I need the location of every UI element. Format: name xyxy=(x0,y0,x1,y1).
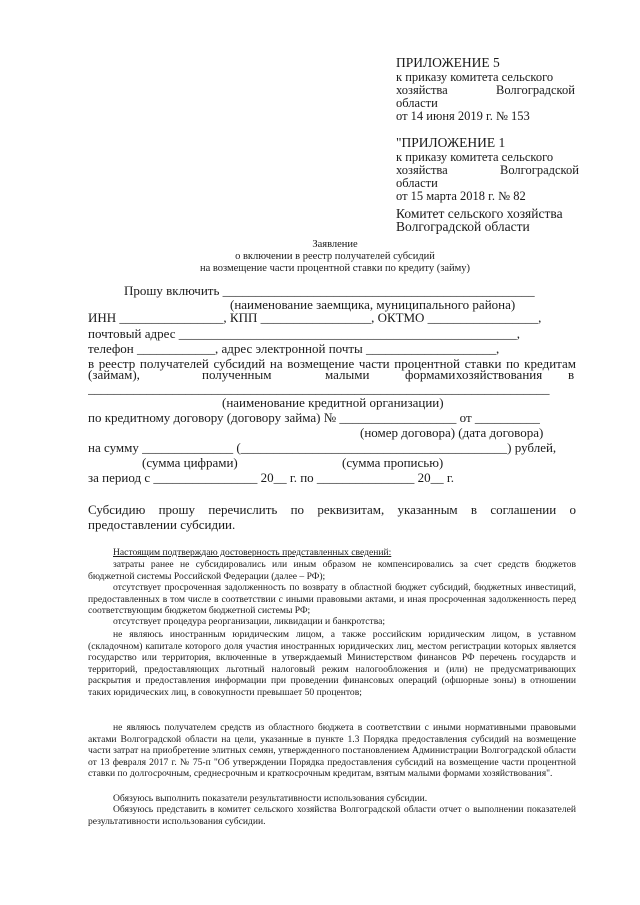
registry-word: (займам), xyxy=(88,367,140,382)
credit-org-blank: _______________________________________________________________________ xyxy=(88,381,550,396)
registry-word: формами xyxy=(405,367,456,382)
sum-line: на сумму ______________ (_________________________________________) рублей, xyxy=(88,440,557,455)
appendix-order-date: от 15 марта 2018 г. № 82 xyxy=(396,189,526,203)
registry-word: полученным xyxy=(202,367,272,382)
include-request-line: Прошу включить ________________________________________________ xyxy=(124,283,535,298)
document-subtitle: на возмещение части процентной ставки по кредиту (займу) xyxy=(199,263,471,274)
postal-address-line: почтовый адрес ____________________________________________________, xyxy=(88,326,520,341)
registry-text-line: в реестр получателей субсидий на возмещение части процентной ставки по кредитам xyxy=(88,356,576,371)
recipient-line: Комитет сельского хозяйства xyxy=(396,206,563,221)
confirmation-item: отсутствует просроченная задолженность по возврату в областной бюджет субсидий, бюджетных инвестиций, предоставленных в том числе в соответствии с иными правовыми актами, и иная просроченная задолженность перед соответствующим бюджетом бюджетной системы РФ; xyxy=(88,582,576,616)
appendix-order-line: хозяйства xyxy=(396,163,448,177)
recipient-line: Волгоградской области xyxy=(396,219,530,234)
credit-org-caption: (наименование кредитной организации) xyxy=(222,395,444,410)
appendix-title-original: "ПРИЛОЖЕНИЕ 1 xyxy=(396,135,506,150)
confirmation-item: не являюсь получателем средств из областного бюджета в соответствии с иными нормативными правовыми актами Волгоградской области на цели, указанные в пункте 1.3 Порядка предоставления субсидий на возмещение части затрат на приобретение элитных семян, утвержденного постановлением Администрации Волгоградской области от 13 февраля 2017 г. № 75-п "Об утверждении Порядка предоставления субсидий на возмещение части процентной ставки по долгосрочным, среднесрочным и краткосрочным кредитам, взятым малыми формами хозяйствования". xyxy=(88,722,576,779)
document-subtitle: о включении в реестр получателей субсидий xyxy=(235,251,435,262)
appendix-order-line: области xyxy=(396,96,438,110)
appendix-order-date: от 14 июня 2019 г. № 153 xyxy=(396,109,530,123)
borrower-caption: (наименование заемщика, муниципального района) xyxy=(230,297,516,312)
registry-word: хозяйствования xyxy=(456,367,543,382)
contract-line: по кредитному договору (договору займа) № __________________ от __________ xyxy=(88,410,540,425)
confirmation-item: не являюсь иностранным юридическим лицом, а также российским юридическим лицом, в уставном (складочном) капитале которого доля участия иностранных юридических лиц, местом регистрации которых является государство или территория, включенные в утверждаемый Министерством финансов РФ перечень государств и территорий, предоставляющих льготный налоговый режим налогообложения и (или) не предусматривающих раскрытия и предоставления информации при проведении финансовых операций (офшорные зоны) в отношении таких юридических лиц, в совокупности превышает 50 процентов; xyxy=(88,629,576,698)
appendix-order-line: области xyxy=(396,176,438,190)
appendix-order-line: Волгоградской xyxy=(496,83,575,97)
obligation-item: Обязуюсь представить в комитет сельского хозяйства Волгоградской области отчет о выполнении показателей результативности использования субсидии. xyxy=(88,804,576,827)
confirmation-item: отсутствует процедура реорганизации, ликвидации и банкротства; xyxy=(113,616,386,627)
period-line: за период с ________________ 20__ г. по _______________ 20__ г. xyxy=(88,470,455,485)
contract-caption: (номер договора) (дата договора) xyxy=(360,425,544,440)
obligation-item: Обязуюсь выполнить показатели результативности использования субсидии. xyxy=(113,793,428,804)
appendix-order-line: Волгоградской xyxy=(500,163,579,177)
appendix-title: ПРИЛОЖЕНИЕ 5 xyxy=(396,55,500,70)
document-title: Заявление xyxy=(312,239,358,250)
registry-word: в xyxy=(568,367,575,382)
phone-email-line: телефон ____________, адрес электронной почты ____________________, xyxy=(88,341,500,356)
appendix-order-line: к приказу комитета сельского xyxy=(396,70,554,84)
sum-words-caption: (сумма прописью) xyxy=(342,455,444,470)
registry-word: малыми xyxy=(325,367,370,382)
appendix-order-line: хозяйства xyxy=(396,83,448,97)
sum-digits-caption: (сумма цифрами) xyxy=(142,455,238,470)
confirmation-item: затраты ранее не субсидировались или иным образом не компенсировались за счет средств бюджетов бюджетной системы Российской Федерации (далее – РФ); xyxy=(88,559,576,582)
appendix-order-line: к приказу комитета сельского xyxy=(396,150,554,164)
transfer-text-line: Субсидию прошу перечислить по реквизитам, указанным в соглашении о xyxy=(88,502,576,517)
transfer-text-line: предоставлении субсидии. xyxy=(88,517,236,532)
inn-kpp-oktmo-line: ИНН ________________, КПП _________________, ОКТМО _________________, xyxy=(88,310,542,325)
confirmation-heading: Настоящим подтверждаю достоверность представленных сведений: xyxy=(113,547,392,558)
